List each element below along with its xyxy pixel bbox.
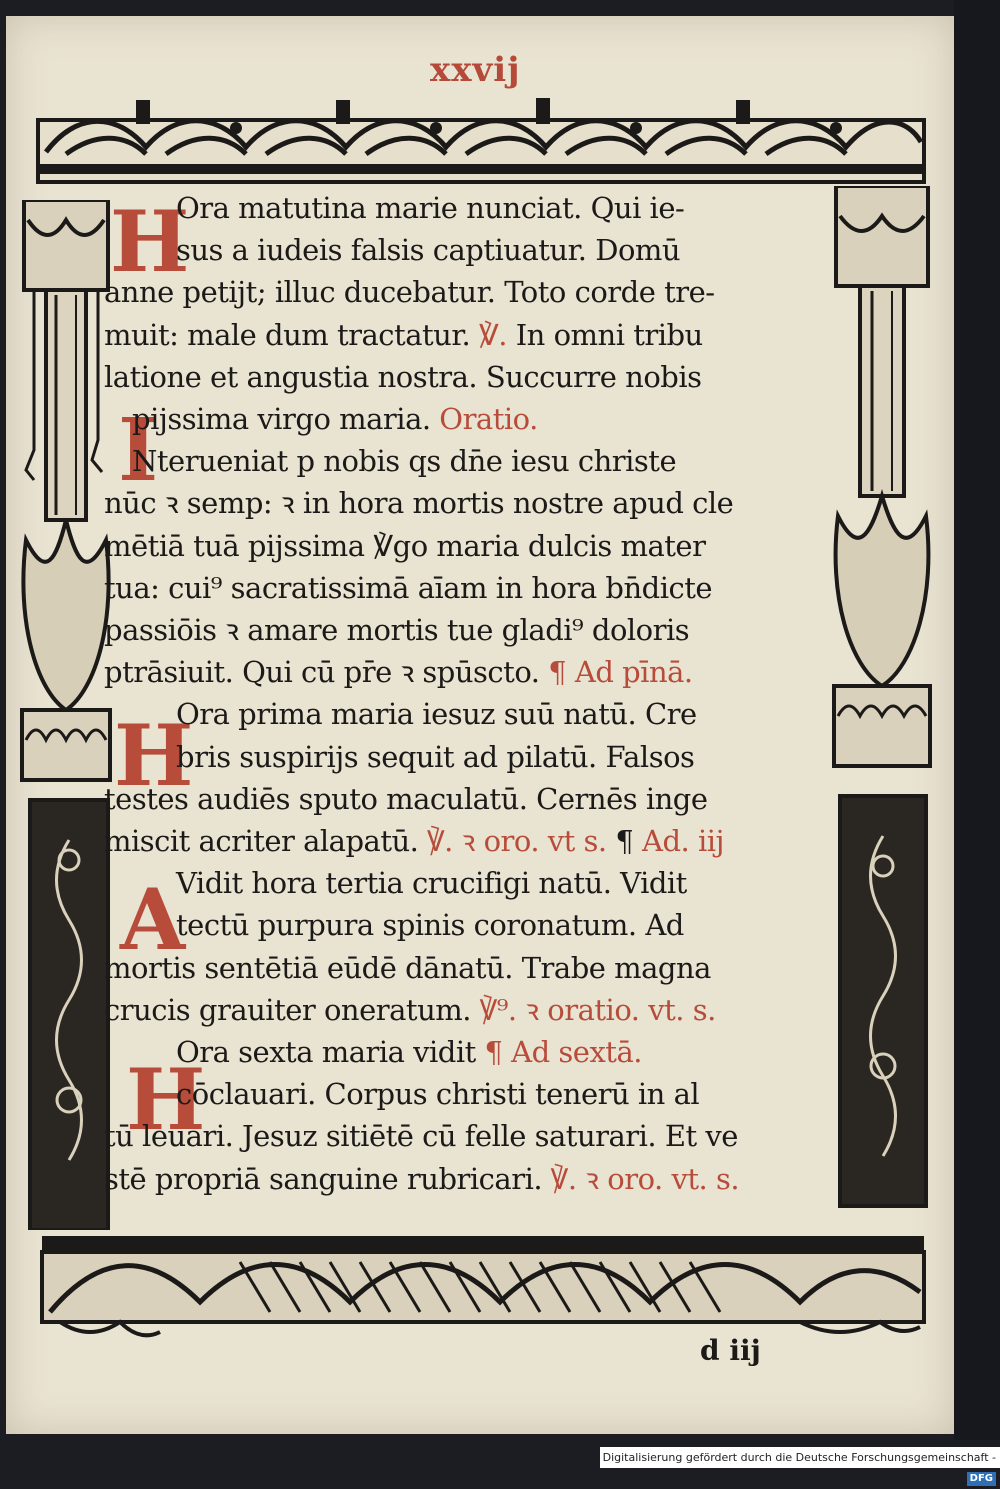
- text-span: In omni tribu: [507, 317, 703, 352]
- dfg-logo: DFG: [967, 1472, 996, 1486]
- text-span: Ora prima maria iesuz suū natū. Cre: [176, 697, 697, 732]
- text-span: Vidit hora tertia crucifigi natū. Vidit: [176, 866, 687, 901]
- text-span: nūc ꝛ semp: ꝛ in hora mortis nostre apud cle: [104, 486, 734, 521]
- rubric-text: Ad. iij: [642, 824, 725, 858]
- text-line: [176, 694, 697, 734]
- text-line: [176, 737, 694, 777]
- rubricated-initial: H: [126, 1050, 206, 1149]
- text-line: [104, 483, 733, 523]
- text-span: testes audiēs sputo maculatū. Cernēs inge: [104, 781, 708, 816]
- text-span: pijssima virgo maria.: [132, 402, 431, 436]
- text-span: crucis grauiter oneratum.: [104, 992, 480, 1027]
- text-span: tua: cui⁹ sacratissimā aīam in hora bn̄dicte: [104, 570, 713, 605]
- text-span: tū leuari. Jesuz sitiētē cū felle saturari. Et ve: [104, 1119, 738, 1154]
- text-line: [104, 1159, 739, 1199]
- rubric-text: ¶ Ad pīnā.: [548, 655, 693, 690]
- text-line: [104, 948, 711, 988]
- text-span: ¶: [606, 824, 643, 858]
- text-span: Ora sexta maria vidit: [176, 1035, 485, 1069]
- text-line: [104, 526, 705, 566]
- rubricated-initial: H: [110, 192, 190, 291]
- text-line: [176, 863, 687, 903]
- text-span: anne petijt; illuc ducebatur. Toto corde tre-: [104, 275, 715, 310]
- text-span: Ora matutina marie nunciat. Qui ie-: [176, 191, 685, 225]
- rubricated-initial: H: [114, 706, 194, 805]
- text-line: [104, 821, 724, 861]
- text-line: [176, 188, 684, 228]
- text-line: [104, 652, 693, 692]
- rubric-text: ℣.: [478, 317, 507, 352]
- text-span: mētiā tuā pijssima ℣go maria dulcis mater: [104, 528, 706, 563]
- text-span: stē propriā sanguine rubricari.: [104, 1161, 551, 1196]
- left-column-woodcut: [16, 200, 116, 1230]
- text-span: bris suspirijs sequit ad pilatū. Falsos: [176, 739, 695, 774]
- text-line: [176, 905, 684, 945]
- signature-mark: d iij: [700, 1334, 761, 1367]
- text-line: [104, 610, 689, 650]
- text-line: [104, 272, 715, 312]
- text-span: sus a iudeis falsis captiuatur. Domū: [176, 233, 681, 268]
- text-span: latione et angustia nostra. Succurre nobis: [104, 359, 702, 394]
- text-line: [104, 568, 712, 608]
- text-line: [132, 399, 538, 439]
- text-span: miscit acriter alapatū.: [104, 824, 428, 858]
- bottom-woodcut-border: [40, 1232, 926, 1348]
- scan-background: [954, 0, 1000, 1440]
- text-line: [176, 1032, 642, 1072]
- digitization-footer: [600, 1447, 1000, 1484]
- text-line: [176, 1074, 699, 1114]
- text-span: passiōis ꝛ amare mortis tue gladi⁹ doloris: [104, 613, 690, 647]
- text-span: muit: male dum tractatur.: [104, 317, 479, 352]
- text-line: [104, 990, 716, 1030]
- text-span: cōclauari. Corpus christi tenerū in al: [176, 1077, 700, 1112]
- right-column-woodcut: [826, 186, 938, 1212]
- text-line: [132, 441, 676, 481]
- text-span: Nterueniat p nobis qs dn̄e iesu christe: [132, 444, 677, 479]
- text-block: [104, 186, 834, 1216]
- text-line: [176, 230, 680, 270]
- folio-number: xxvij: [430, 50, 521, 90]
- rubric-text: ¶ Ad sextā.: [484, 1035, 642, 1069]
- footer-text: Digitalisierung gefördert durch die Deutsche Forschungsgemeinschaft -: [602, 1451, 996, 1464]
- rubricated-initial: A: [120, 870, 186, 969]
- text-line: [104, 315, 703, 355]
- rubricated-initial: I: [118, 400, 159, 501]
- top-woodcut-border: [36, 92, 926, 188]
- text-span: ptrāsiuit. Qui cū pr̄e ꝛ spūscto.: [104, 655, 549, 690]
- rubric-text: ℣. ꝛ oro. vt s.: [427, 824, 607, 858]
- text-line: [104, 779, 708, 819]
- text-line: [104, 1116, 738, 1156]
- text-span: mortis sentētiā eūdē dānatū. Trabe magna: [104, 950, 711, 985]
- rubric-text: ℣⁹. ꝛ oratio. vt. s.: [479, 992, 716, 1027]
- rubric-text: Oratio.: [430, 402, 538, 436]
- text-span: tectū purpura spinis coronatum. Ad: [176, 908, 684, 943]
- text-line: [104, 357, 702, 397]
- rubric-text: ℣. ꝛ oro. vt. s.: [550, 1161, 740, 1196]
